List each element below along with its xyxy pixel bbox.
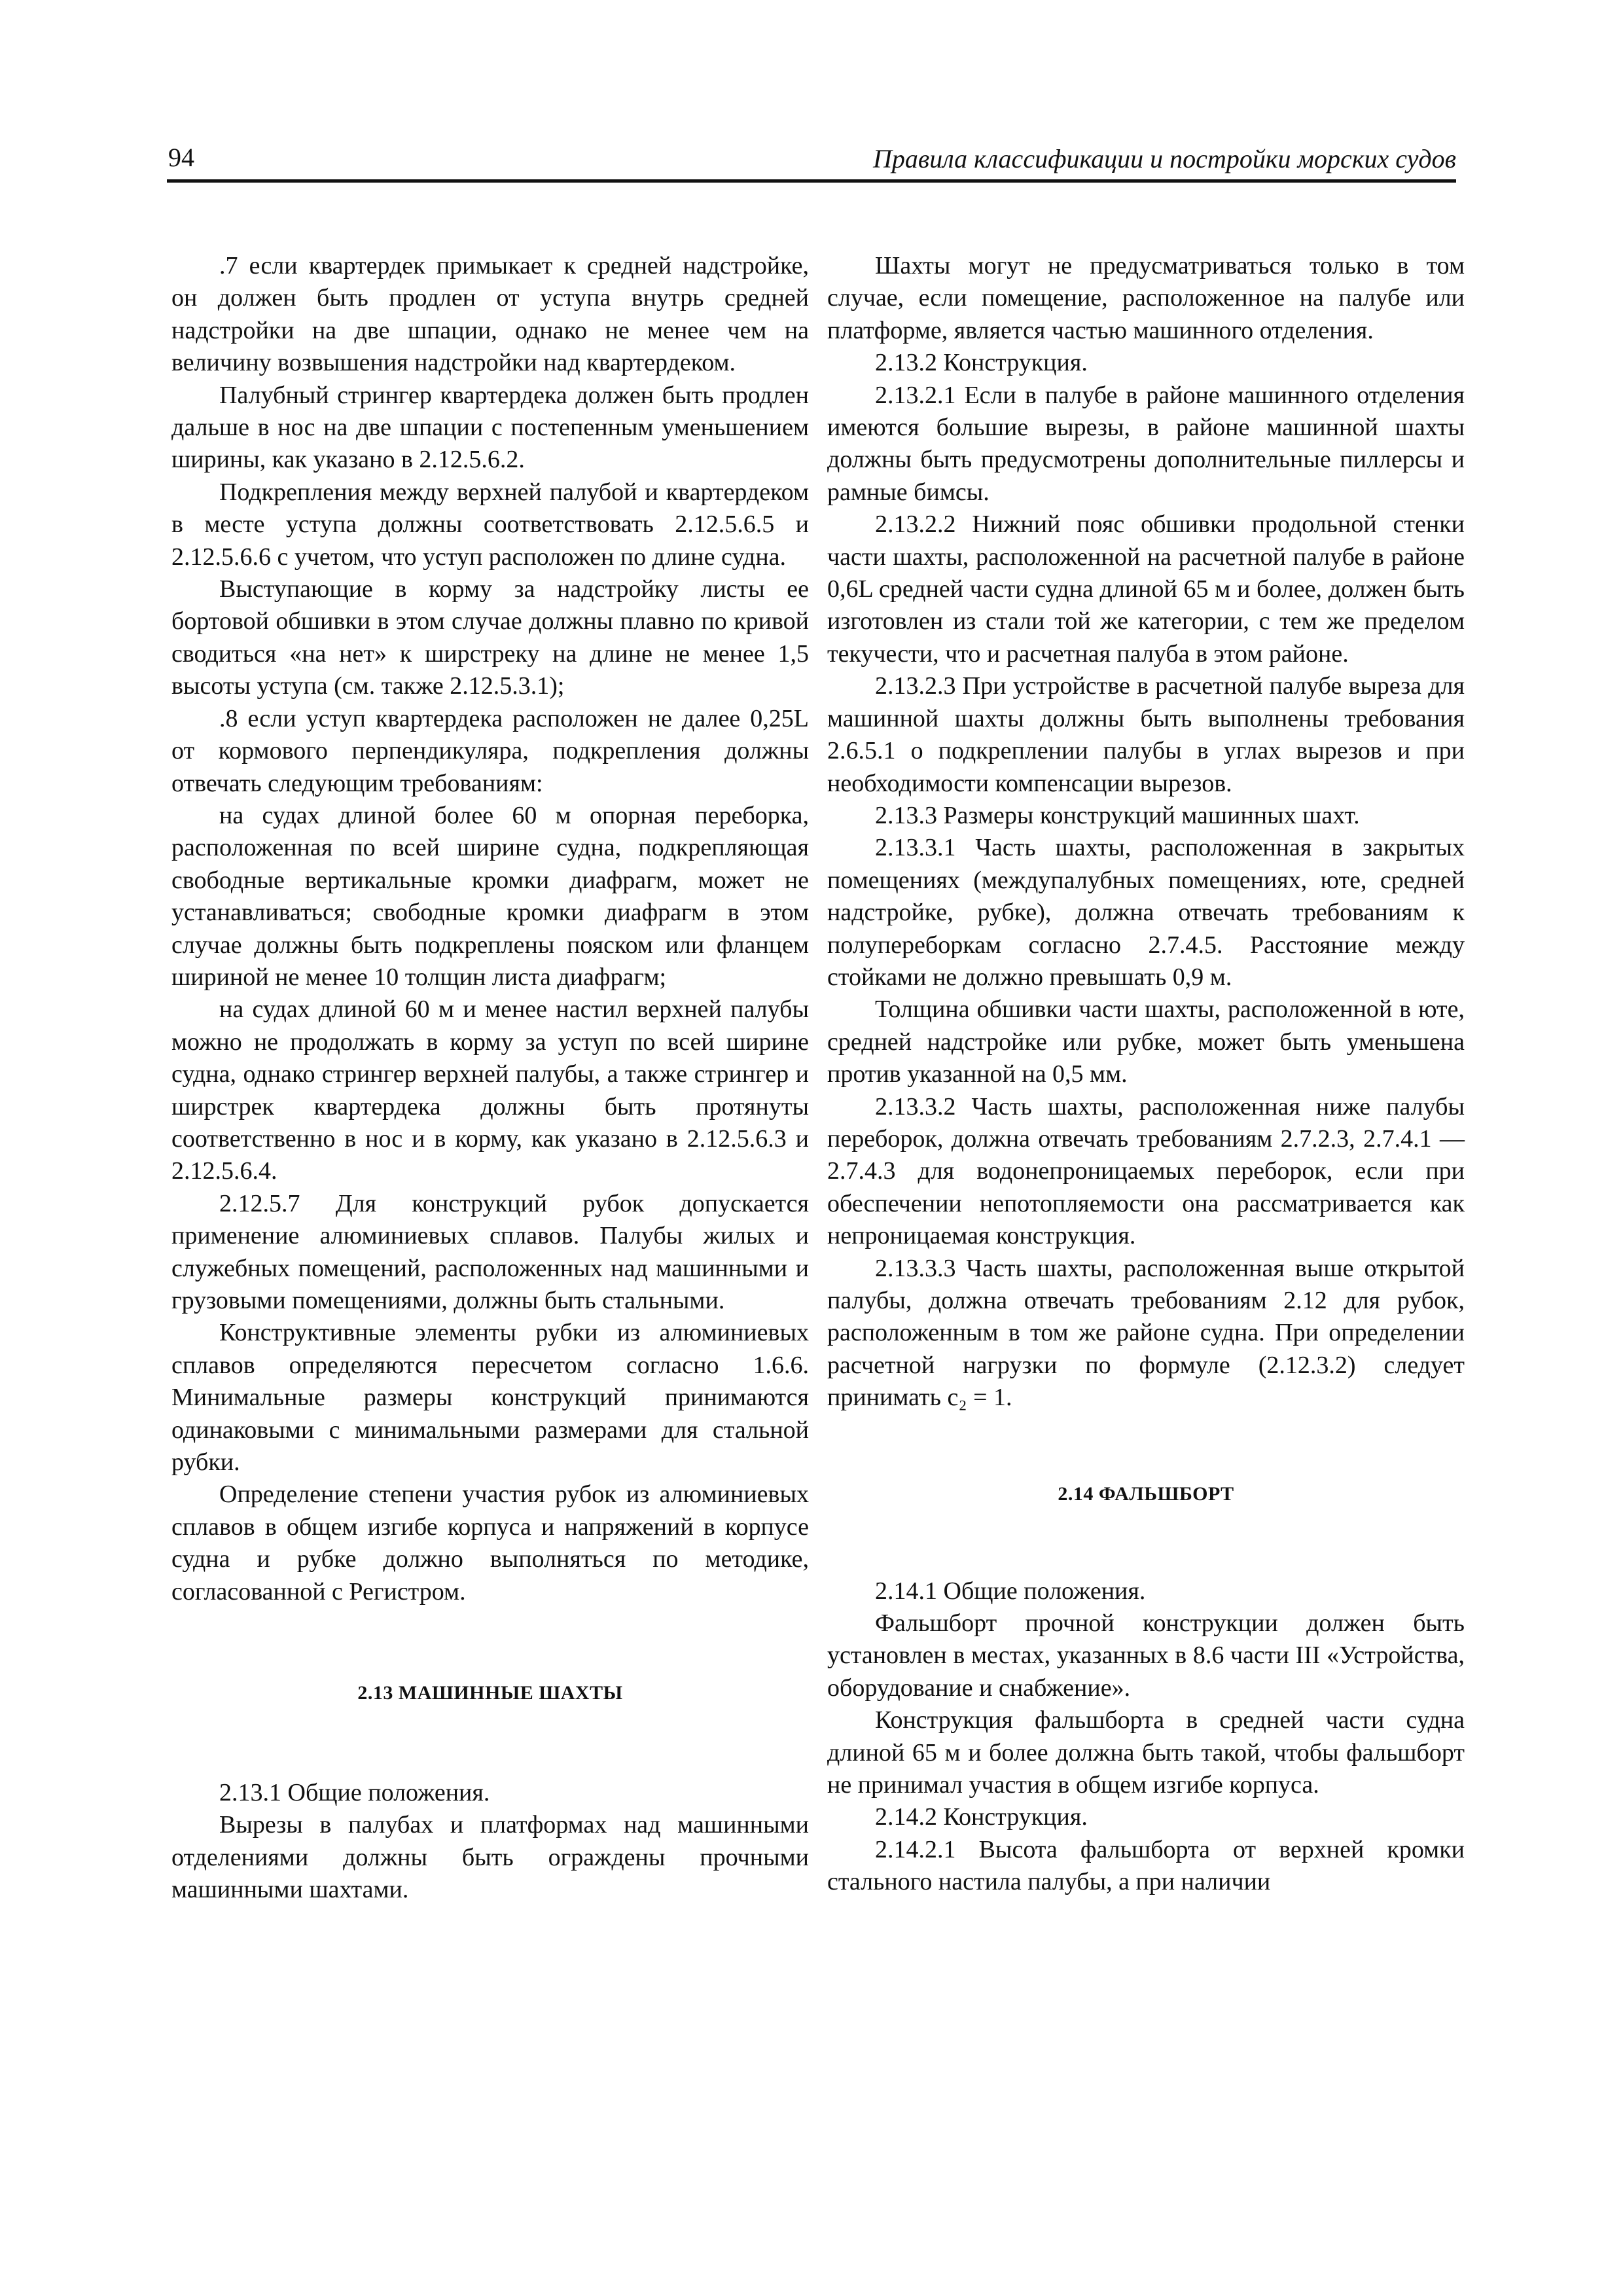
page-number: 94 xyxy=(168,143,194,172)
subsection-heading: 2.14.2 Конструкция. xyxy=(875,1803,1088,1831)
left-column xyxy=(171,250,809,1907)
paragraph: 2.14.2.1 Высота фальшборта от верхней кромки стального настила палубы, а при наличии xyxy=(827,1835,1465,1896)
paragraph: Конструкция фальшборта в средней части судна длиной 65 м и более должна быть такой, чтобы фальшборт не принимал участия в общем изгибе корпуса. xyxy=(827,1706,1465,1799)
paragraph: 2.13.2.2 Нижний пояс обшивки продольной стенки части шахты, расположенной на расчетной палубе в районе 0,6L средней части судна длиной 65 м и более, должен быть изготовлен из стали той же категории, с тем же пределом текучести, что и расчетная палуба в этом районе. xyxy=(827,511,1465,668)
paragraph: 2.13.3.3 Часть шахты, расположенная выше открытой палубы, должна отвечать требованиям 2.12 для рубок, расположенным в том же районе судна. При определении расчетной нагрузки по формуле (2.12.3.2) следует принимать c₂ = 1. xyxy=(827,1254,1465,1412)
paragraph: .7 если квартердек примыкает к средней надстройке, он должен быть продлен от уступа внутрь средней надстройки на две шпации, однако не менее чем на величину возвышения надстройки над квартердеком. xyxy=(171,252,809,377)
paragraph: 2.13.3.2 Часть шахты, расположенная ниже палубы переборок, должна отвечать требованиям 2.7.2.3, 2.7.4.1 — 2.7.4.3 для водонепроницаемых переборок, если при обеспечении непотопляемости она рассматривается как непроницаемая конструкция. xyxy=(827,1092,1465,1250)
section-heading: 2.14 ФАЛЬШБОРТ xyxy=(1058,1482,1234,1505)
subsection-heading: 2.13.1 Общие положения. xyxy=(219,1779,490,1807)
paragraph: Вырезы в палубах и платформах над машинными отделениями должны быть ограждены прочными машинными шахтами. xyxy=(171,1811,809,1904)
right-column xyxy=(827,250,1465,1899)
subsection-heading: 2.13.3 Размеры конструкций машинных шахт. xyxy=(875,801,1360,829)
paragraph: на судах длиной более 60 м опорная переборка, расположенная по всей ширине судна, подкрепляющая свободные вертикальные кромки диафрагм, может не устанавливаться; свободные кромки диафрагм в этом случае должны быть подкреплены пояском или фланцем шириной не менее 10 толщин листа диафрагм; xyxy=(171,801,809,991)
page-header xyxy=(167,139,1456,183)
paragraph: Определение степени участия рубок из алюминиевых сплавов в общем изгибе корпуса и напряжений в корпусе судна и рубке должно выполняться по методике, согласованной с Регистром. xyxy=(171,1480,809,1605)
paragraph: Конструктивные элементы рубки из алюминиевых сплавов определяются пересчетом согласно 1.6.6. Минимальные размеры конструкций принимаются одинаковыми с минимальными размерами для стальной рубки. xyxy=(171,1319,809,1477)
paragraph: .8 если уступ квартердека расположен не далее 0,25L от кормового перпендикуляра, подкрепления должны отвечать следующим требованиям: xyxy=(171,704,809,797)
paragraph: 2.13.2.1 Если в палубе в районе машинного отделения имеются большие вырезы, в районе машинной шахты должны быть предусмотрены дополнительные пиллерсы и рамные бимсы. xyxy=(827,381,1465,506)
paragraph: Палубный стрингер квартердека должен быть продлен дальше в нос на две шпации с постепенным уменьшением ширины, как указано в 2.12.5.6.2. xyxy=(171,381,809,474)
paragraph: Подкрепления между верхней палубой и квартердеком в месте уступа должны соответствовать 2.12.5.6.5 и 2.12.5.6.6 с учетом, что уступ расположен по длине судна. xyxy=(171,478,809,571)
subsection-heading: 2.13.2 Конструкция. xyxy=(875,349,1088,377)
paragraph: 2.12.5.7 Для конструкций рубок допускается применение алюминиевых сплавов. Палубы жилых и служебных помещений, расположенных над машинными и грузовыми помещениями, должны быть стальными. xyxy=(171,1189,809,1314)
paragraph: на судах длиной 60 м и менее настил верхней палубы можно не продолжать в корму за уступ по всей ширине судна, однако стрингер верхней палубы, а также стрингер и ширстрек квартердека должны быть протянуты соответственно в нос и в корму, как указано в 2.12.5.6.3 и 2.12.5.6.4. xyxy=(171,996,809,1185)
paragraph: Толщина обшивки части шахты, расположенной в юте, средней надстройке или рубке, может быть уменьшена против указанной на 0,5 мм. xyxy=(827,996,1465,1088)
paragraph: Шахты могут не предусматриваться только в том случае, если помещение, расположенное на палубе или платформе, является частью машинного отделения. xyxy=(827,252,1465,344)
running-title: Правила классификации и постройки морских судов xyxy=(872,144,1456,173)
paragraph: 2.13.3.1 Часть шахты, расположенная в закрытых помещениях (междупалубных помещениях, юте, средней надстройке, рубке), должна отвечать требованиям к полупереборкам согласно 2.7.4.5. Расстояние между стойками не должно превышать 0,9 м. xyxy=(827,834,1465,991)
section-heading: 2.13 МАШИННЫЕ ШАХТЫ xyxy=(357,1682,623,1704)
paragraph: 2.13.2.3 При устройстве в расчетной палубе выреза для машинной шахты должны быть выполнены требования 2.6.5.1 о подкреплении палубы в углах вырезов и при необходимости компенсации вырезов. xyxy=(827,672,1465,797)
paragraph: Фальшборт прочной конструкции должен быть установлен в местах, указанных в 8.6 части III «Устройства, оборудование и снабжение». xyxy=(827,1609,1465,1702)
subsection-heading: 2.14.1 Общие положения. xyxy=(875,1577,1146,1605)
paragraph: Выступающие в корму за надстройку листы ее бортовой обшивки в этом случае должны плавно по кривой сводиться «на нет» к ширстреку на длине не менее 1,5 высоты уступа (см. также 2.12.5.3.1); xyxy=(171,575,809,700)
